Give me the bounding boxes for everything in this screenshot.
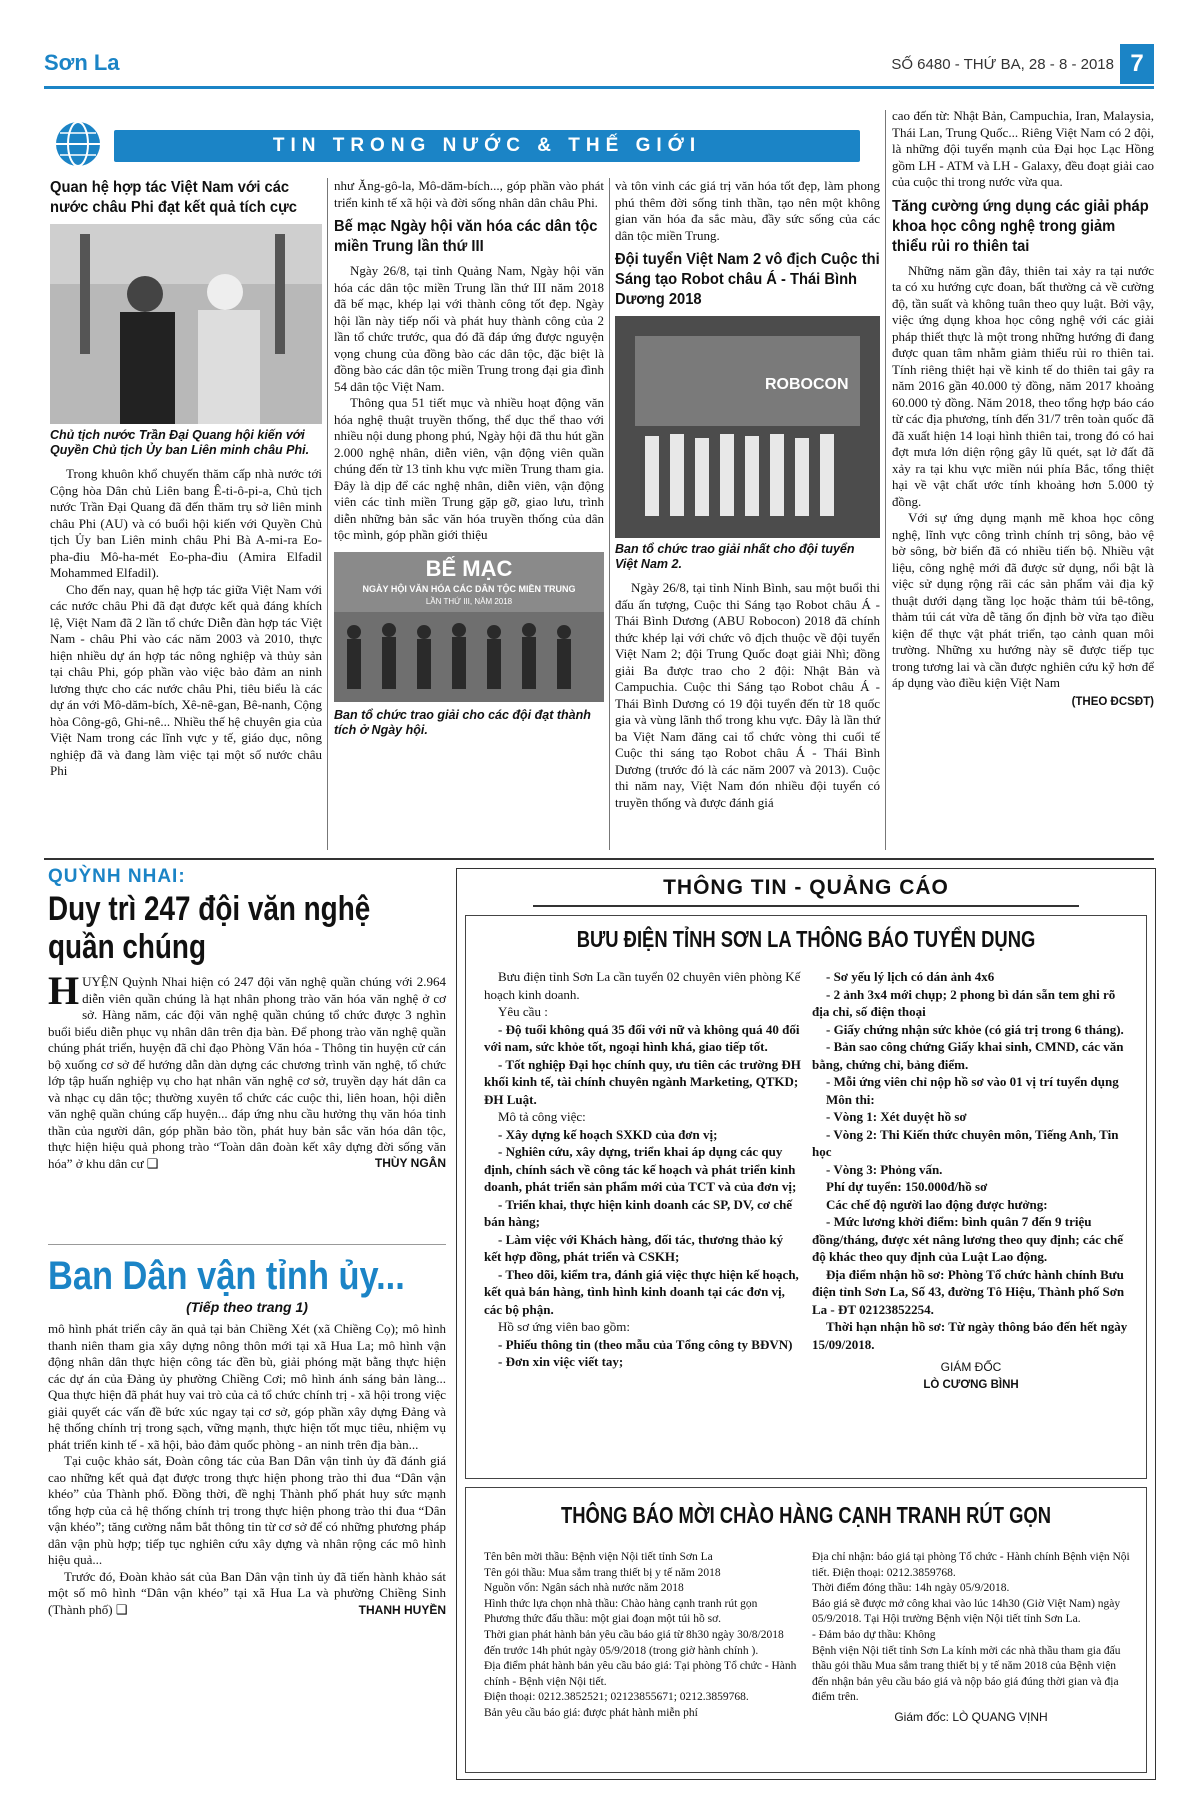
notice-line: Điện thoại: 0212.3852521; 02123855671; 0212.3859768.	[484, 1691, 749, 1704]
notice-line: Thời điểm đóng thầu: 14h ngày 05/9/2018.	[812, 1582, 1010, 1595]
notice-line: - Phiếu thông tin (theo mẫu của Tổng công ty BĐVN)	[498, 1336, 793, 1352]
article-headline: Ban Dân vận tỉnh ủy...	[48, 1254, 405, 1298]
paragraph	[48, 1569, 446, 1619]
divider	[48, 1244, 446, 1245]
paragraph-text: Trước đó, Đoàn khảo sát của Ban Dân vận tỉnh ủy đã tiến hành khảo sát một số mô hình “Dân vận khéo” tại xã Hua La và phường Chiềng Sinh (Thành phố)	[48, 1568, 446, 1617]
photo-placeholder	[615, 316, 880, 538]
notice-line: - 2 ảnh 3x4 mới chụp; 2 phong bì dán sẵn tem ghi rõ địa chỉ, số điện thoại	[812, 986, 1116, 1019]
notice-line: - Đơn xin việc viết tay;	[498, 1354, 624, 1369]
photo-banner-text: LẦN THỨ III, NĂM 2018	[425, 596, 513, 606]
signature-name: LÒ CƯƠNG BÌNH	[923, 1378, 1019, 1391]
column-rule	[609, 178, 610, 850]
article-disaster	[892, 108, 1154, 850]
notice-line: Thời hạn nhận hồ sơ: Từ ngày thông báo đến hết ngày 15/09/2018.	[812, 1319, 1128, 1352]
photo-festival-closing	[334, 552, 604, 702]
notice-line: Hồ sơ ứng viên bao gồm:	[498, 1319, 630, 1334]
article-kicker: QUỲNH NHAI:	[48, 866, 186, 887]
masthead	[44, 44, 1154, 89]
section-band	[50, 118, 860, 170]
article-festival	[334, 178, 604, 850]
notice-line: - Theo dõi, kiểm tra, đánh giá việc thực hiện kế hoạch, kết quả bán hàng, tình hình kinh doanh tại các đơn vị, các bộ phận.	[484, 1266, 799, 1317]
article-body	[50, 466, 322, 780]
notice-line: Địa điểm nhận hồ sơ: Phòng Tổ chức hành chính Bưu điện tỉnh Sơn La, Số 43, đường Tô Hiệu, Thành phố Sơn La - ĐT 02123852254.	[812, 1266, 1125, 1317]
column-rule	[885, 110, 886, 850]
article-body	[48, 1321, 446, 1618]
paragraph: Những năm gần đây, thiên tai xảy ra tại nước ta có xu hướng cực đoan, bất thường cả về cường độ, tần suất và không tuân theo quy luật. Bởi vậy, việc ứng dụng khoa học công nghệ với các giải pháp thiết thực là một trong những hướng đi đang được quan tâm nhằm giảm thiểu rủi ro thiên tai. Tính riêng thiệt hại về kinh tế do thiên tai gây ra năm 2016 gần 40.000 tỷ đồng, năm 2017 khoảng 60.000 tỷ đồng. Năm 2018, theo tổng hợp báo cáo từ các địa phương, tính đến 31/7 trên toàn quốc đã đã xuất hiện 14 loại hình thiên tai, trong đó có hai đợt mưa lớn diện rộng gây lũ quét, sạt lở đất đã xảy ra tại khu vực miền núi phía Bắc, tổng thiệt hại về vật chất ước tính khoảng hơn 5.000 tỷ đồng.	[892, 262, 1154, 509]
tender-notice	[465, 1487, 1147, 1773]
paragraph: Tại cuộc khảo sát, Đoàn công tác của Ban Dân vận tỉnh ủy đã đánh giá cao những kết quả đạt được trong thực hiện phong trào thi đua “Dân vận khéo” của Thành phố. Đồng thời, đề nghị Thành phố phát huy sức mạnh tổng hợp của cả hệ thống chính trị trong thực hiện phong trào thi đua “Dân vận khéo”; tăng cường nắm bắt thông tin từ cơ sở để có những phương pháp dân vận phù hợp; tiếp tục nghiên cứu xây dựng và nhân rộng các mô hình hiệu quả...	[48, 1453, 446, 1567]
article-quynh-nhai	[48, 866, 446, 1246]
notice-line: - Mức lương khởi điểm: bình quân 7 đến 9 triệu đồng/tháng, được xét nâng lương theo quy định; các chế độ khác theo quy định của Luật Lao động.	[812, 1214, 1123, 1264]
notice-line: - Mỗi ứng viên chỉ nộp hồ sơ vào 01 vị trí tuyển dụng	[826, 1074, 1119, 1089]
paragraph: Ngày 26/8, tại tỉnh Ninh Bình, sau một buổi thi đấu ấn tượng, Cuộc thi Sáng tạo Robot châu Á - Thái Bình Dương (ABU Robocon) 2018 đã chính thức khép lại với chức vô địch thuộc về đội tuyển Việt Nam 2; đội Trung Quốc đoạt giải Nhì; đồng giải Ba được trao cho 2 đội: Nhật Bản và Campuchia. Cuộc thi Sáng tạo Robot châu Á - Thái Bình Dương có 19 đội tuyển đến từ 18 quốc gia và vùng lãnh thổ trong khu vực. Đây là lần thứ ba Việt Nam đăng cai tổ chức vòng thi cuối tế Cuộc thi sáng tạo Robot châu Á - Thái Bình Dương (trước đó là các năm 2007 và 2013). Cuộc thi năm nay, Việt Nam đón nhiều đội tuyển có truyền thống và được đánh giá	[615, 580, 880, 810]
photo-crowd	[334, 612, 604, 702]
tender-left-col	[484, 1550, 802, 1722]
notice-line: - Tốt nghiệp Đại học chính quy, ưu tiên các trường ĐH khối kinh tế, tài chính chuyên ngành Marketing, QTKD; ĐH Luật.	[484, 1056, 801, 1107]
notice-line: Thời gian phát hành bản yêu cầu báo giá từ 8h30 ngày 30/8/2018 đến trước 14h phút ngày 05/9/2018 (trong giờ hành chính ).	[484, 1628, 784, 1657]
article-body	[615, 580, 880, 811]
article-body	[334, 263, 604, 544]
signature-name: Giám đốc: LÒ QUANG VỊNH	[894, 1709, 1048, 1724]
paragraph: Cho đến nay, quan hệ hợp tác giữa Việt Nam với các nước châu Phi đã đạt được kết quả đáng khích lệ, Việt Nam đã 2 lần tổ chức Diễn đàn hợp tác Việt Nam - châu Phi vào các năm 2003 và 2010, thực hiện nhiều dự án hợp tác nông nghiệp và thủy sản tại châu Phi, góp phần vào việc bảo đảm an ninh lương thực cho các nước châu Phi, tiêu biểu là các dự án với Mô-dăm-bích, Xê-nê-gan, Bê-nanh, Cộng hòa Công-gô, Ghi-nê... Nhiều thế hệ chuyên gia của Việt Nam trong các lĩnh vực y tế, giáo dục, nông nghiệp đã và đang làm việc tại một số nước châu Phi	[50, 581, 322, 778]
notice-headline: THÔNG BÁO MỜI CHÀO HÀNG CẠNH TRANH RÚT GỌN	[561, 1502, 1051, 1528]
notice-line: Bản yêu cầu báo giá: được phát hành miễn phí	[484, 1706, 698, 1719]
notice-line: - Đảm bảo dự thầu: Không	[812, 1628, 936, 1641]
article-body	[892, 108, 1154, 191]
notice-line: - Độ tuổi không quá 35 đối với nữ và không quá 40 đối với nam, sức khỏe tốt, ngoại hình khá, giao tiếp tốt.	[484, 1021, 800, 1054]
article-headline: Duy trì 247 đội văn nghệ quần chúng	[48, 890, 371, 966]
end-mark-icon: ❑	[146, 1155, 159, 1171]
signature-title: GIÁM ĐỐC	[940, 1360, 1002, 1374]
paragraph: như Ăng-gô-la, Mô-dăm-bích..., góp phần vào phát triển kinh tế xã hội và đời sống nhân dân châu Phi.	[334, 178, 604, 210]
column-rule	[327, 178, 328, 850]
tender-right-col	[812, 1550, 1130, 1726]
article-headline: Quan hệ hợp tác Việt Nam với các nước châu Phi đạt kết quả tích cực	[50, 179, 297, 216]
article-body	[615, 178, 880, 244]
notice-line: - Triển khai, thực hiện kinh doanh các SP, DV, cơ chế bán hàng;	[484, 1196, 793, 1229]
photo-caption: Ban tổ chức trao giải cho các đội đạt thành tích ở Ngày hội.	[334, 707, 591, 737]
photo-banner-text: BẾ MẠC	[425, 555, 513, 581]
photo-banner-text: NGÀY HỘI VĂN HÓA CÁC DÂN TỘC MIỀN TRUNG	[362, 583, 576, 594]
paragraph: mô hình phát triển cây ăn quả tại bản Chiềng Xét (xã Chiềng Cọ); mô hình thanh niên tham gia xây dựng nông thôn mới tại xã Hua La; mô hình vận động nhân dân thực hiện công tác đền bù, giải phóng mặt bằng thực hiện các dự án của Đảng ủy phường Chiềng Cơi; mô hình ánh sáng bản làng... Qua thực hiện đã phát huy vai trò của cả tổ chức chính trị - xã hội trong việc giải quyết các vấn đề bức xúc ngay tại cơ sở, góp phần xây dựng Đảng và hệ thống chính trị trong sạch, vững mạnh, thực hiện tốt mục tiêu, nhiệm vụ phát triển kinh tế - xã hội, bảo đảm quốc phòng - an ninh trên địa bàn...	[48, 1321, 446, 1452]
article-body	[892, 263, 1154, 692]
notice-headline: BƯU ĐIỆN TỈNH SƠN LA THÔNG BÁO TUYỂN DỤNG	[576, 926, 1036, 952]
notice-line: Phương thức đấu thầu: một giai đoạn một túi hồ sơ.	[484, 1613, 722, 1626]
section-title: TIN TRONG NƯỚC & THẾ GIỚI	[114, 130, 860, 162]
end-mark-icon: ❑	[115, 1601, 128, 1617]
notice-line: - Vòng 1: Xét duyệt hồ sơ	[826, 1109, 967, 1124]
article-source: (THEO ĐCSĐT)	[1071, 695, 1154, 708]
article-robocon	[615, 178, 880, 850]
photo-caption: Chủ tịch nước Trần Đại Quang hội kiến với Quyền Chủ tịch Ủy ban Liên minh châu Phi.	[50, 428, 310, 457]
paragraph: Thông qua 51 tiết mục và nhiều hoạt động văn hóa nghệ thuật truyền thống, thể dục thể thao với nhiều nội dung phong phú, Ngày hội đã thu hút gần 2.000 nghệ nhân, diễn viên, vận động viên quần chúng đến từ 13 tỉnh khu vực miền Trung tham gia. Đây là dịp để các nghệ nhân, diễn viên, vận động viên các tỉnh miền Trung gặp gỡ, giao lưu, trình diễn những bản sắc văn hóa truyền thống của dân tộc mình, góp phần giới thiệu	[334, 395, 604, 542]
ad-section-title: THÔNG TIN - QUẢNG CÁO	[533, 871, 1079, 907]
article-headline: Tăng cường ứng dụng các giải pháp khoa học công nghệ trong giảm thiểu rủi ro thiên tai	[892, 197, 1149, 255]
notice-line: Hình thức lựa chọn nhà thầu: Chào hàng cạnh tranh rút gọn	[484, 1597, 758, 1610]
paragraph: Trong khuôn khổ chuyến thăm cấp nhà nước tới Cộng hòa Dân chủ Liên bang Ê-ti-ô-pi-a, Chủ tịch nước Trần Đại Quang đã đến thăm trụ sở liên minh châu Phi (AU) và có buổi hội kiến với Quyền Chủ tịch Ủy ban Liên minh châu Phi Bà A-mi-ra Eo-pha-điu Mô-ha-mét Eo-pha-điu (Amira Elfadil Mohammed Elfadil).	[50, 466, 322, 580]
paper-name: Sơn La	[44, 50, 120, 75]
notice-line: Tên gói thầu: Mua sắm trang thiết bị y tế năm 2018	[484, 1566, 721, 1579]
notice-line: Tên bên mời thầu: Bệnh viện Nội tiết tỉnh Sơn La	[484, 1551, 713, 1563]
issue-line: SỐ 6480 - THỨ BA, 28 - 8 - 2018	[891, 56, 1114, 73]
notice-line: Mô tả công việc:	[498, 1109, 586, 1124]
notice-line: Phí dự tuyển: 150.000đ/hồ sơ	[826, 1179, 988, 1194]
notice-line: - Vòng 3: Phỏng vấn.	[826, 1161, 943, 1177]
notice-line: - Sơ yếu lý lịch có dán ảnh 4x6	[826, 969, 995, 984]
paragraph: Với sự ứng dụng mạnh mẽ khoa học công nghệ, lĩnh vực công trình chính trị sông, bảo vệ bờ sông, bờ biển đã có nhiều tiến bộ. Nhiều vật liệu, công nghệ mới đã được sử dụng, nổi bật là việc sử dụng rộng rãi các sản phẩm vải địa kỹ thuật dưới dạng tầng lọc hoặc thảm túi bê-tông, thảm túi cát vừa dễ tăng ổn định bờ vừa tạo điều kiện để thực vật phát triển, tạo cảnh quan môi trường. Những xu hướng này sẽ được tiếp tục trong tương lai và cần được nghiên cứu kỹ hơn để áp dụng vào điều kiện Việt Nam	[892, 510, 1154, 690]
continuation-note: (Tiếp theo trang 1)	[186, 1299, 308, 1315]
article-headline: Đội tuyển Việt Nam 2 vô địch Cuộc thi Sáng tạo Robot châu Á - Thái Bình Dương 2018	[615, 251, 880, 308]
drop-cap: H	[48, 968, 80, 1013]
article-body	[334, 178, 604, 211]
notice-line: Môn thi:	[826, 1091, 875, 1107]
section-divider	[44, 858, 1154, 860]
photo-president-meeting	[50, 224, 322, 424]
notice-line: Yêu cầu :	[498, 1004, 548, 1019]
byline: THANH HUYỀN	[358, 1602, 446, 1617]
notice-line: Bưu điện tỉnh Sơn La cần tuyển 02 chuyên viên phòng Kế hoạch kinh doanh.	[484, 969, 801, 1002]
byline: THÙY NGÂN	[374, 1156, 446, 1170]
page-number: 7	[1120, 44, 1154, 84]
article-headline: Bế mạc Ngày hội văn hóa các dân tộc miền Trung lần thứ III	[334, 218, 598, 255]
paragraph: UYỆN Quỳnh Nhai hiện có 247 đội văn nghệ quần chúng với 2.964 diễn viên quần chúng là hạt nhân phong trào văn hóa văn nghệ ở cơ sở. Hàng năm, các đội văn nghệ quần chúng tổ chức được 3 nghìn buổi biểu diễn phục vụ nhân dân trên địa bàn. Để phong trào văn nghệ quần chúng phát triển, huyện đã chỉ đạo Phòng Văn hóa - Thông tin huyện cử cán bộ xuống cơ sở để hướng dẫn dàn dựng các chương trình văn nghệ, tổ chức lớp tập huấn nghiệp vụ cho hạt nhân văn nghệ cơ sở, truyền dạy hát dân ca và nhạc cụ dân tộc; thường xuyên tổ chức các cuộc thi, liên hoan, hội diễn văn nghệ quần chúng cấp huyện... đáp ứng nhu cầu hưởng thụ văn hóa tinh thần của người dân, góp phần bảo tồn, phát huy bản sắc văn hóa dân tộc, thực hiện hiệu quả phong trào “Toàn dân đoàn kết xây dựng đời sống văn hóa” ở khu dân cư	[48, 974, 446, 1171]
paragraph: cao đến từ: Nhật Bản, Campuchia, Iran, Malaysia, Thái Lan, Trung Quốc... Riêng Việt Nam có 2 đội, là những đội tuyển mạnh của Đại học Lạc Hồng gồm LH - ATM và LH - Galaxy, đều đoạt giải cao của cuộc thi trong nước vừa qua.	[892, 108, 1154, 189]
notice-line: - Bản sao công chứng Giấy khai sinh, CMND, các văn bằng, chứng chỉ, bảng điểm.	[812, 1039, 1124, 1072]
notice-line: - Giấy chứng nhận sức khỏe (có giá trị trong 6 tháng).	[826, 1021, 1124, 1037]
notice-line: Địa chỉ nhận: báo giá tại phòng Tổ chức - Hành chính Bệnh viện Nội tiết. Điện thoại: 0212.3859768.	[812, 1551, 1130, 1579]
paragraph: và tôn vinh các giá trị văn hóa tốt đẹp, làm phong phú thêm đời sống tinh thần, tạo nên một không gian văn hóa đa sắc màu, đầy sức sống của các dân tộc miền Trung.	[615, 178, 880, 243]
notice-line: - Làm việc với Khách hàng, đối tác, thương thảo ký kết hợp đồng, phát triển và CSKH;	[484, 1231, 784, 1264]
notice-line: - Vòng 2: Thi Kiến thức chuyên môn, Tiếng Anh, Tin học	[812, 1126, 1119, 1159]
photo-caption: Ban tổ chức trao giải nhất cho đội tuyển Việt Nam 2.	[615, 542, 855, 571]
recruit-right-col	[812, 968, 1130, 1394]
photo-placeholder	[50, 224, 322, 424]
photo-robocon-award	[615, 316, 880, 538]
notice-line: Bệnh viện Nội tiết tỉnh Sơn La kính mời các nhà thầu tham gia đấu thầu gói thầu Mua sắm trang thiết bị y tế năm 2018 của Bệnh viện đến nhận bản yêu cầu báo giá và nộp báo giá đúng thời gian và địa điểm trên.	[812, 1644, 1121, 1704]
photo-banner-text: ROBOCON	[765, 376, 849, 393]
notice-line: Nguồn vốn: Ngân sách nhà nước năm 2018	[484, 1582, 684, 1595]
recruit-notice	[465, 915, 1147, 1479]
globe-icon	[50, 118, 106, 170]
notice-line: Báo giá sẽ được mở công khai vào lúc 14h30 (Giờ Việt Nam) ngày 05/9/2018. Tại Hội trường Bệnh viện Nội tiết tỉnh Sơn La.	[812, 1597, 1121, 1626]
notice-line: Địa điểm phát hành bản yêu cầu báo giá: Tại phòng Tổ chức - Hành chính - Bệnh viện Nội tiết.	[484, 1660, 797, 1688]
article-ban-dan-van	[48, 1254, 446, 1774]
article-africa	[50, 178, 322, 850]
article-body	[48, 968, 446, 1172]
paragraph: Ngày 26/8, tại tỉnh Quảng Nam, Ngày hội văn hóa các dân tộc miền Trung lần thứ III năm 2018 đã bế mạc, khép lại với thành công tốt đẹp. Ngày hội lần này tiếp nối và phát huy thành công của 2 lần tổ chức trước, qua đó đã đáp ứng được nguyện vọng chung của đồng bào các dân tộc, đặc biệt là đồng bào các dân tộc miền Trung trong đại gia đình 54 dân tộc Việt Nam.	[334, 263, 604, 394]
recruit-left-col	[484, 968, 802, 1371]
ad-section	[456, 868, 1156, 1780]
notice-line: - Xây dựng kế hoạch SXKD của đơn vị;	[498, 1126, 718, 1142]
notice-line: Các chế độ người lao động được hưởng:	[826, 1196, 1048, 1212]
notice-line: - Nghiên cứu, xây dựng, triển khai áp dụng các quy định, chính sách về công tác kế hoạch và phát triển kinh doanh, phát triển sản phẩm mới của TCT và của đơn vị;	[484, 1144, 797, 1194]
